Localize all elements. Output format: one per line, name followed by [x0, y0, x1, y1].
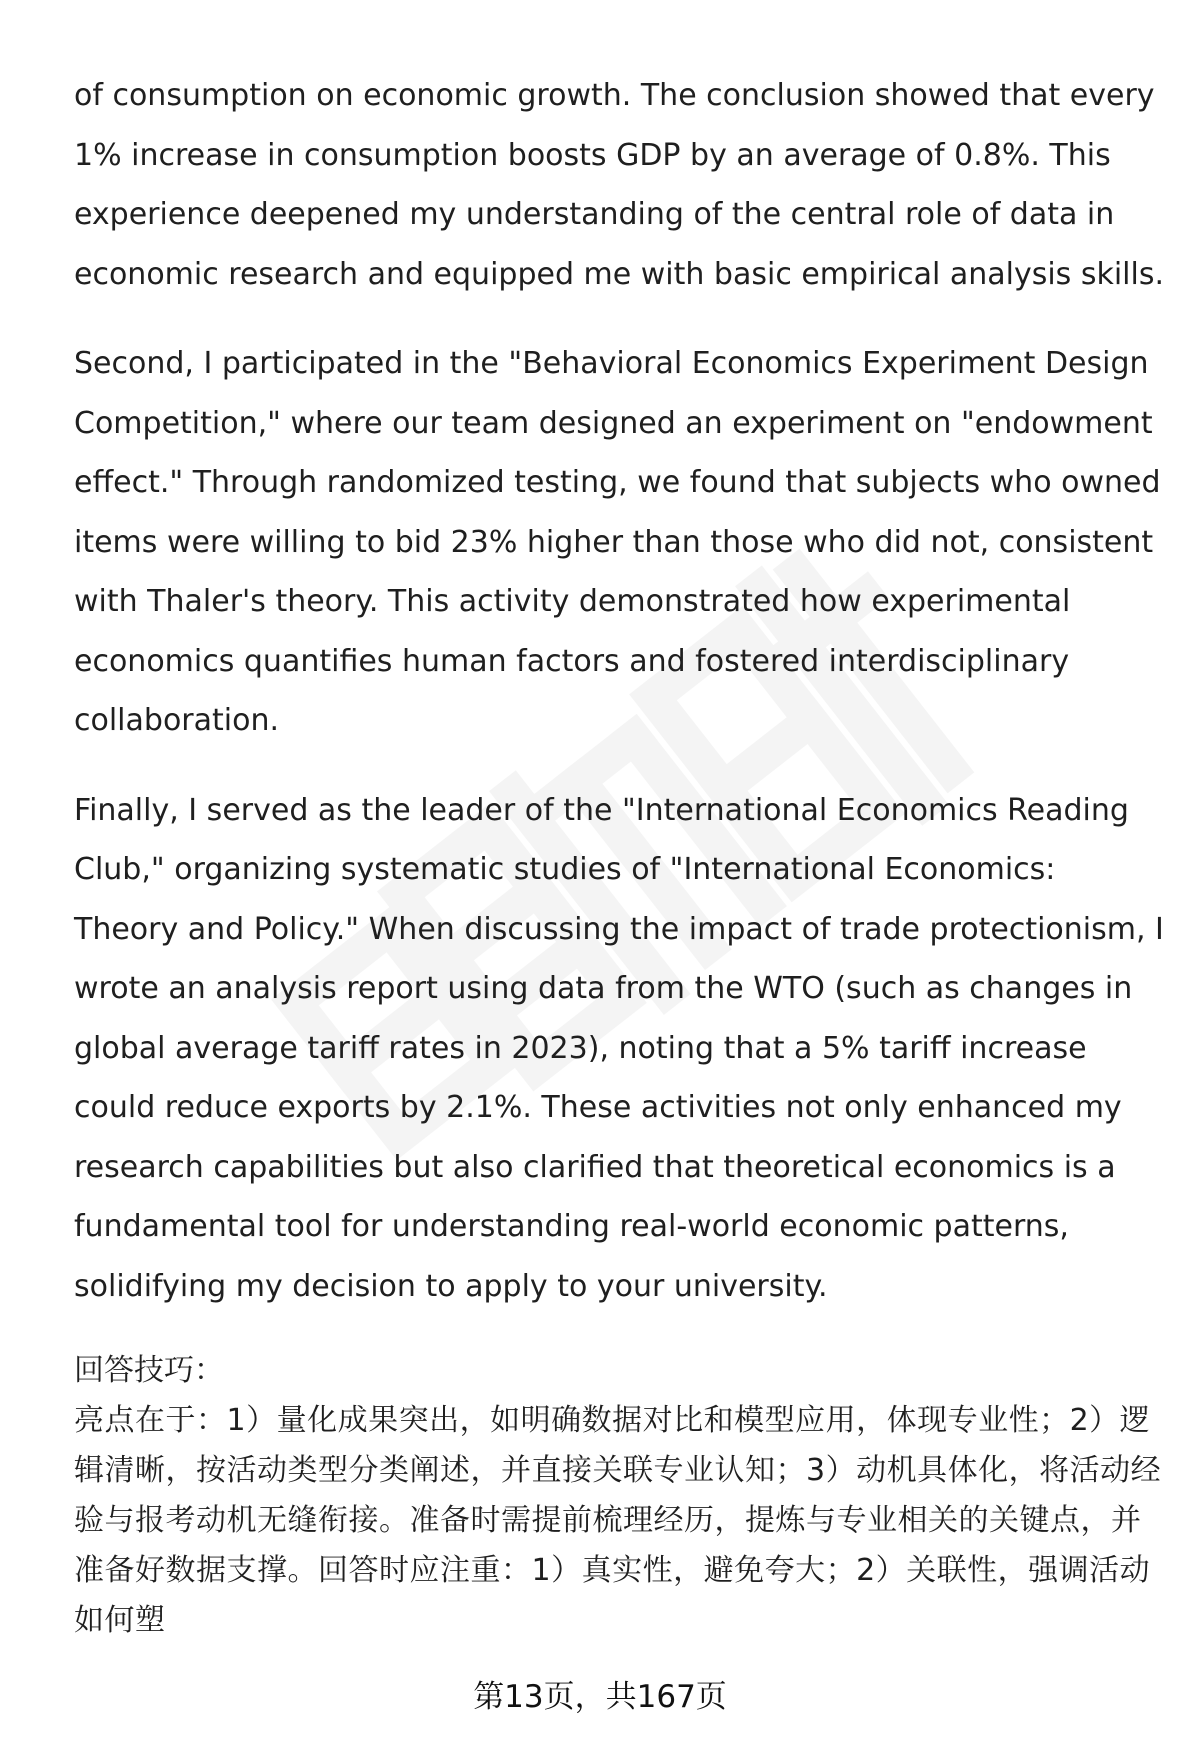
paragraph-3: Finally, I served as the leader of the "International Economics Reading Club," organizing systematic studies of "International Economics: Theory and Policy." When discussing the impact of trade protectionism, I wrote an analysis report using data from the WTO (such as changes in global average tariff rates in 2023), noting that a 5% tariff increase could reduce exports by 2.1%. These activities not only enhanced my research capabilities but also clarified that theoretical economics is a fundamental tool for understanding real-world economic patterns, solidifying my decision to apply to your university.: [74, 792, 1164, 1304]
answer-tips-body: 亮点在于：1）量化成果突出，如明确数据对比和模型应用，体现专业性；2）逻辑清晰，按活动类型分类阐述，并直接关联专业认知；3）动机具体化，将活动经验与报考动机无缝衔接。准备时需提前梳理经历，提炼与专业相关的关键点，并准备好数据支撑。回答时应注重：1）真实性，避免夸大；2）关联性，强调活动如何塑: [74, 1403, 1162, 1638]
page-number-footer: 第13页，共167页: [473, 1679, 727, 1715]
answer-tips-section: [74, 1346, 1164, 1646]
paragraph-2: Second, I participated in the "Behavioral Economics Experiment Design Competition," where our team designed an experiment on "endowment effect." Through randomized testing, we found that subjects who owned items were willing to bid 23% higher than those who did not, consistent with Thaler's theory. This activity demonstrated how experimental economics quantifies human factors and fostered interdisciplinary collaboration.: [74, 346, 1161, 738]
answer-tips-title: 回答技巧：: [74, 1353, 224, 1388]
document-body: [74, 66, 1164, 1646]
paragraph-1: of consumption on economic growth. The conclusion showed that every 1% increase in consumption boosts GDP by an average of 0.8%. This experience deepened my understanding of the central role of data in economic research and equipped me with basic empirical analysis skills.: [74, 78, 1165, 292]
